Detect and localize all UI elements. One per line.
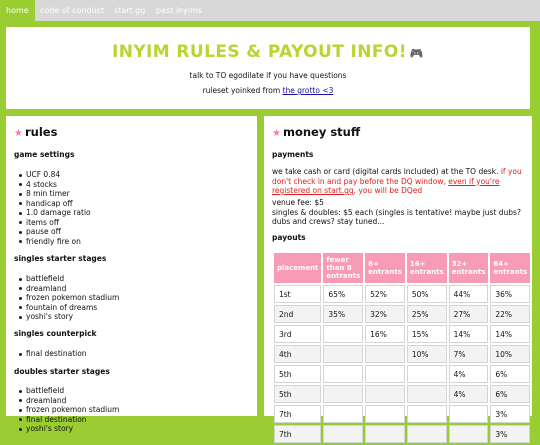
list-item: items off xyxy=(26,218,91,228)
page-title-text: INYIM RULES & PAYOUT INFO! xyxy=(111,42,407,62)
table-cell: 22% xyxy=(490,305,530,323)
top-nav xyxy=(0,0,540,21)
payouts-heading: payouts xyxy=(272,233,306,242)
list-item: dreamland xyxy=(26,396,119,406)
list-item: yoshi's story xyxy=(26,312,119,322)
list-item: final destination xyxy=(26,415,119,425)
table-cell: 25% xyxy=(407,305,447,323)
nav-startgg[interactable]: start.gg xyxy=(114,6,146,15)
table-cell xyxy=(323,325,363,343)
column-header: 16+ entrants xyxy=(407,253,447,283)
column-header: 64+ entrants xyxy=(490,253,530,283)
dq-warning: if you don't check in and pay before the DQ window, xyxy=(272,167,522,186)
star-icon: ★ xyxy=(14,128,23,139)
table-cell xyxy=(323,345,363,363)
column-header: placement xyxy=(274,253,321,283)
list-item: dreamland xyxy=(26,284,119,294)
table-cell xyxy=(407,385,447,403)
singles-starter-heading: singles starter stages xyxy=(14,254,107,263)
table-cell: 50% xyxy=(407,285,447,303)
table-cell xyxy=(365,405,405,423)
money-title xyxy=(272,125,360,139)
table-cell xyxy=(323,365,363,383)
table-cell: 6% xyxy=(490,365,530,383)
singles-doubles-fee: singles & doubles: $5 each (singles is tentative! maybe just dubs? dubs and crews? stay tuned... xyxy=(272,207,521,226)
header-line-2 xyxy=(6,86,530,95)
doubles-starter-list xyxy=(26,386,119,434)
table-cell xyxy=(365,385,405,403)
table-cell: 5th xyxy=(274,365,321,383)
header-banner xyxy=(6,27,530,109)
list-item: UCF 0.84 xyxy=(26,170,91,180)
nav-home[interactable]: home xyxy=(0,0,35,21)
table-cell xyxy=(407,405,447,423)
list-item: frozen pokemon stadium xyxy=(26,293,120,302)
table-cell xyxy=(323,385,363,403)
grotto-link[interactable]: the grotto <3 xyxy=(282,86,334,95)
table-cell: 4th xyxy=(274,345,321,363)
list-item: yoshi's story xyxy=(26,424,119,434)
singles-counterpick-heading: singles counterpick xyxy=(14,329,97,338)
singles-starter-list xyxy=(26,274,119,322)
payments-text-plain: we take cash or card (digital cards included) at the TO desk. xyxy=(272,167,501,176)
table-cell: 3% xyxy=(490,405,530,423)
table-row xyxy=(274,365,530,383)
list-item: handicap off xyxy=(26,199,91,209)
table-row xyxy=(274,425,530,443)
nav-past-inyims[interactable]: past inyims xyxy=(156,6,203,15)
list-item: battlefield xyxy=(26,274,119,284)
ruleset-prefix: ruleset yoinked from xyxy=(202,86,283,95)
table-cell xyxy=(449,405,489,423)
table-cell: 32% xyxy=(365,305,405,323)
list-item: pause off xyxy=(26,227,91,237)
list-item: final destination xyxy=(26,349,87,358)
table-cell: 4% xyxy=(449,365,489,383)
game-settings-list xyxy=(26,170,91,246)
table-cell: 44% xyxy=(449,285,489,303)
doubles-starter-heading: doubles starter stages xyxy=(14,367,110,376)
rules-panel xyxy=(6,116,257,433)
column-header: fewer than 8 entrants xyxy=(323,253,363,283)
table-cell: 1st xyxy=(274,285,321,303)
list-item: fountain of dreams xyxy=(26,303,119,313)
list-item: battlefield xyxy=(26,386,119,396)
list-item: frozen pokemon stadium xyxy=(26,405,120,414)
rules-title xyxy=(14,125,57,139)
table-cell: 10% xyxy=(407,345,447,363)
table-cell: 36% xyxy=(490,285,530,303)
column-header: 8+ entrants xyxy=(365,253,405,283)
table-cell: 14% xyxy=(490,325,530,343)
gamepad-icon: 🎮 xyxy=(409,47,425,60)
table-row xyxy=(274,385,530,403)
table-cell: 10% xyxy=(490,345,530,363)
list-item: friendly fire on xyxy=(26,237,91,247)
table-cell xyxy=(365,345,405,363)
money-panel xyxy=(264,116,532,439)
game-settings-heading: game settings xyxy=(14,150,75,159)
star-icon: ★ xyxy=(272,128,281,139)
list-item: 8 min timer xyxy=(26,189,91,199)
venue-fee: venue fee: $5 xyxy=(272,198,324,207)
dq-warning-end: , you will be DQed xyxy=(353,186,423,195)
table-cell: 65% xyxy=(323,285,363,303)
header-line-1: talk to TO egodilate if you have questions xyxy=(189,71,347,80)
table-cell: 2nd xyxy=(274,305,321,323)
payments-text xyxy=(272,167,528,196)
rules-title-text: rules xyxy=(24,125,58,139)
table-cell: 7th xyxy=(274,425,321,443)
table-row xyxy=(274,345,530,363)
table-cell xyxy=(407,365,447,383)
table-cell xyxy=(365,425,405,443)
list-item: 1.0 damage ratio xyxy=(26,208,91,217)
table-cell: 6% xyxy=(490,385,530,403)
table-cell: 16% xyxy=(365,325,405,343)
table-cell xyxy=(407,425,447,443)
nav-code-of-conduct[interactable]: code of conduct xyxy=(40,6,105,15)
table-header-row xyxy=(274,253,530,283)
payouts-table xyxy=(272,251,532,445)
table-row xyxy=(274,405,530,423)
payments-heading: payments xyxy=(272,150,314,159)
list-item: 4 stocks xyxy=(26,180,91,190)
table-cell xyxy=(323,425,363,443)
table-cell: 7th xyxy=(274,405,321,423)
table-row xyxy=(274,325,530,343)
page-title xyxy=(6,42,530,62)
table-row xyxy=(274,285,530,303)
table-cell: 27% xyxy=(449,305,489,323)
column-header: 32+ entrants xyxy=(449,253,489,283)
dq-warning-underlined: even if you're registered on start.gg xyxy=(272,176,500,195)
table-cell: 5th xyxy=(274,385,321,403)
singles-counterpick-list xyxy=(26,349,87,359)
table-cell xyxy=(323,405,363,423)
table-cell: 3rd xyxy=(274,325,321,343)
table-row xyxy=(274,305,530,323)
table-cell: 35% xyxy=(323,305,363,323)
table-cell xyxy=(365,365,405,383)
money-title-text: money stuff xyxy=(282,125,361,139)
table-cell: 52% xyxy=(365,285,405,303)
table-cell: 14% xyxy=(449,325,489,343)
table-cell: 4% xyxy=(449,385,489,403)
table-cell: 15% xyxy=(407,325,447,343)
table-cell xyxy=(449,425,489,443)
table-cell: 7% xyxy=(449,345,489,363)
table-cell: 3% xyxy=(490,425,530,443)
